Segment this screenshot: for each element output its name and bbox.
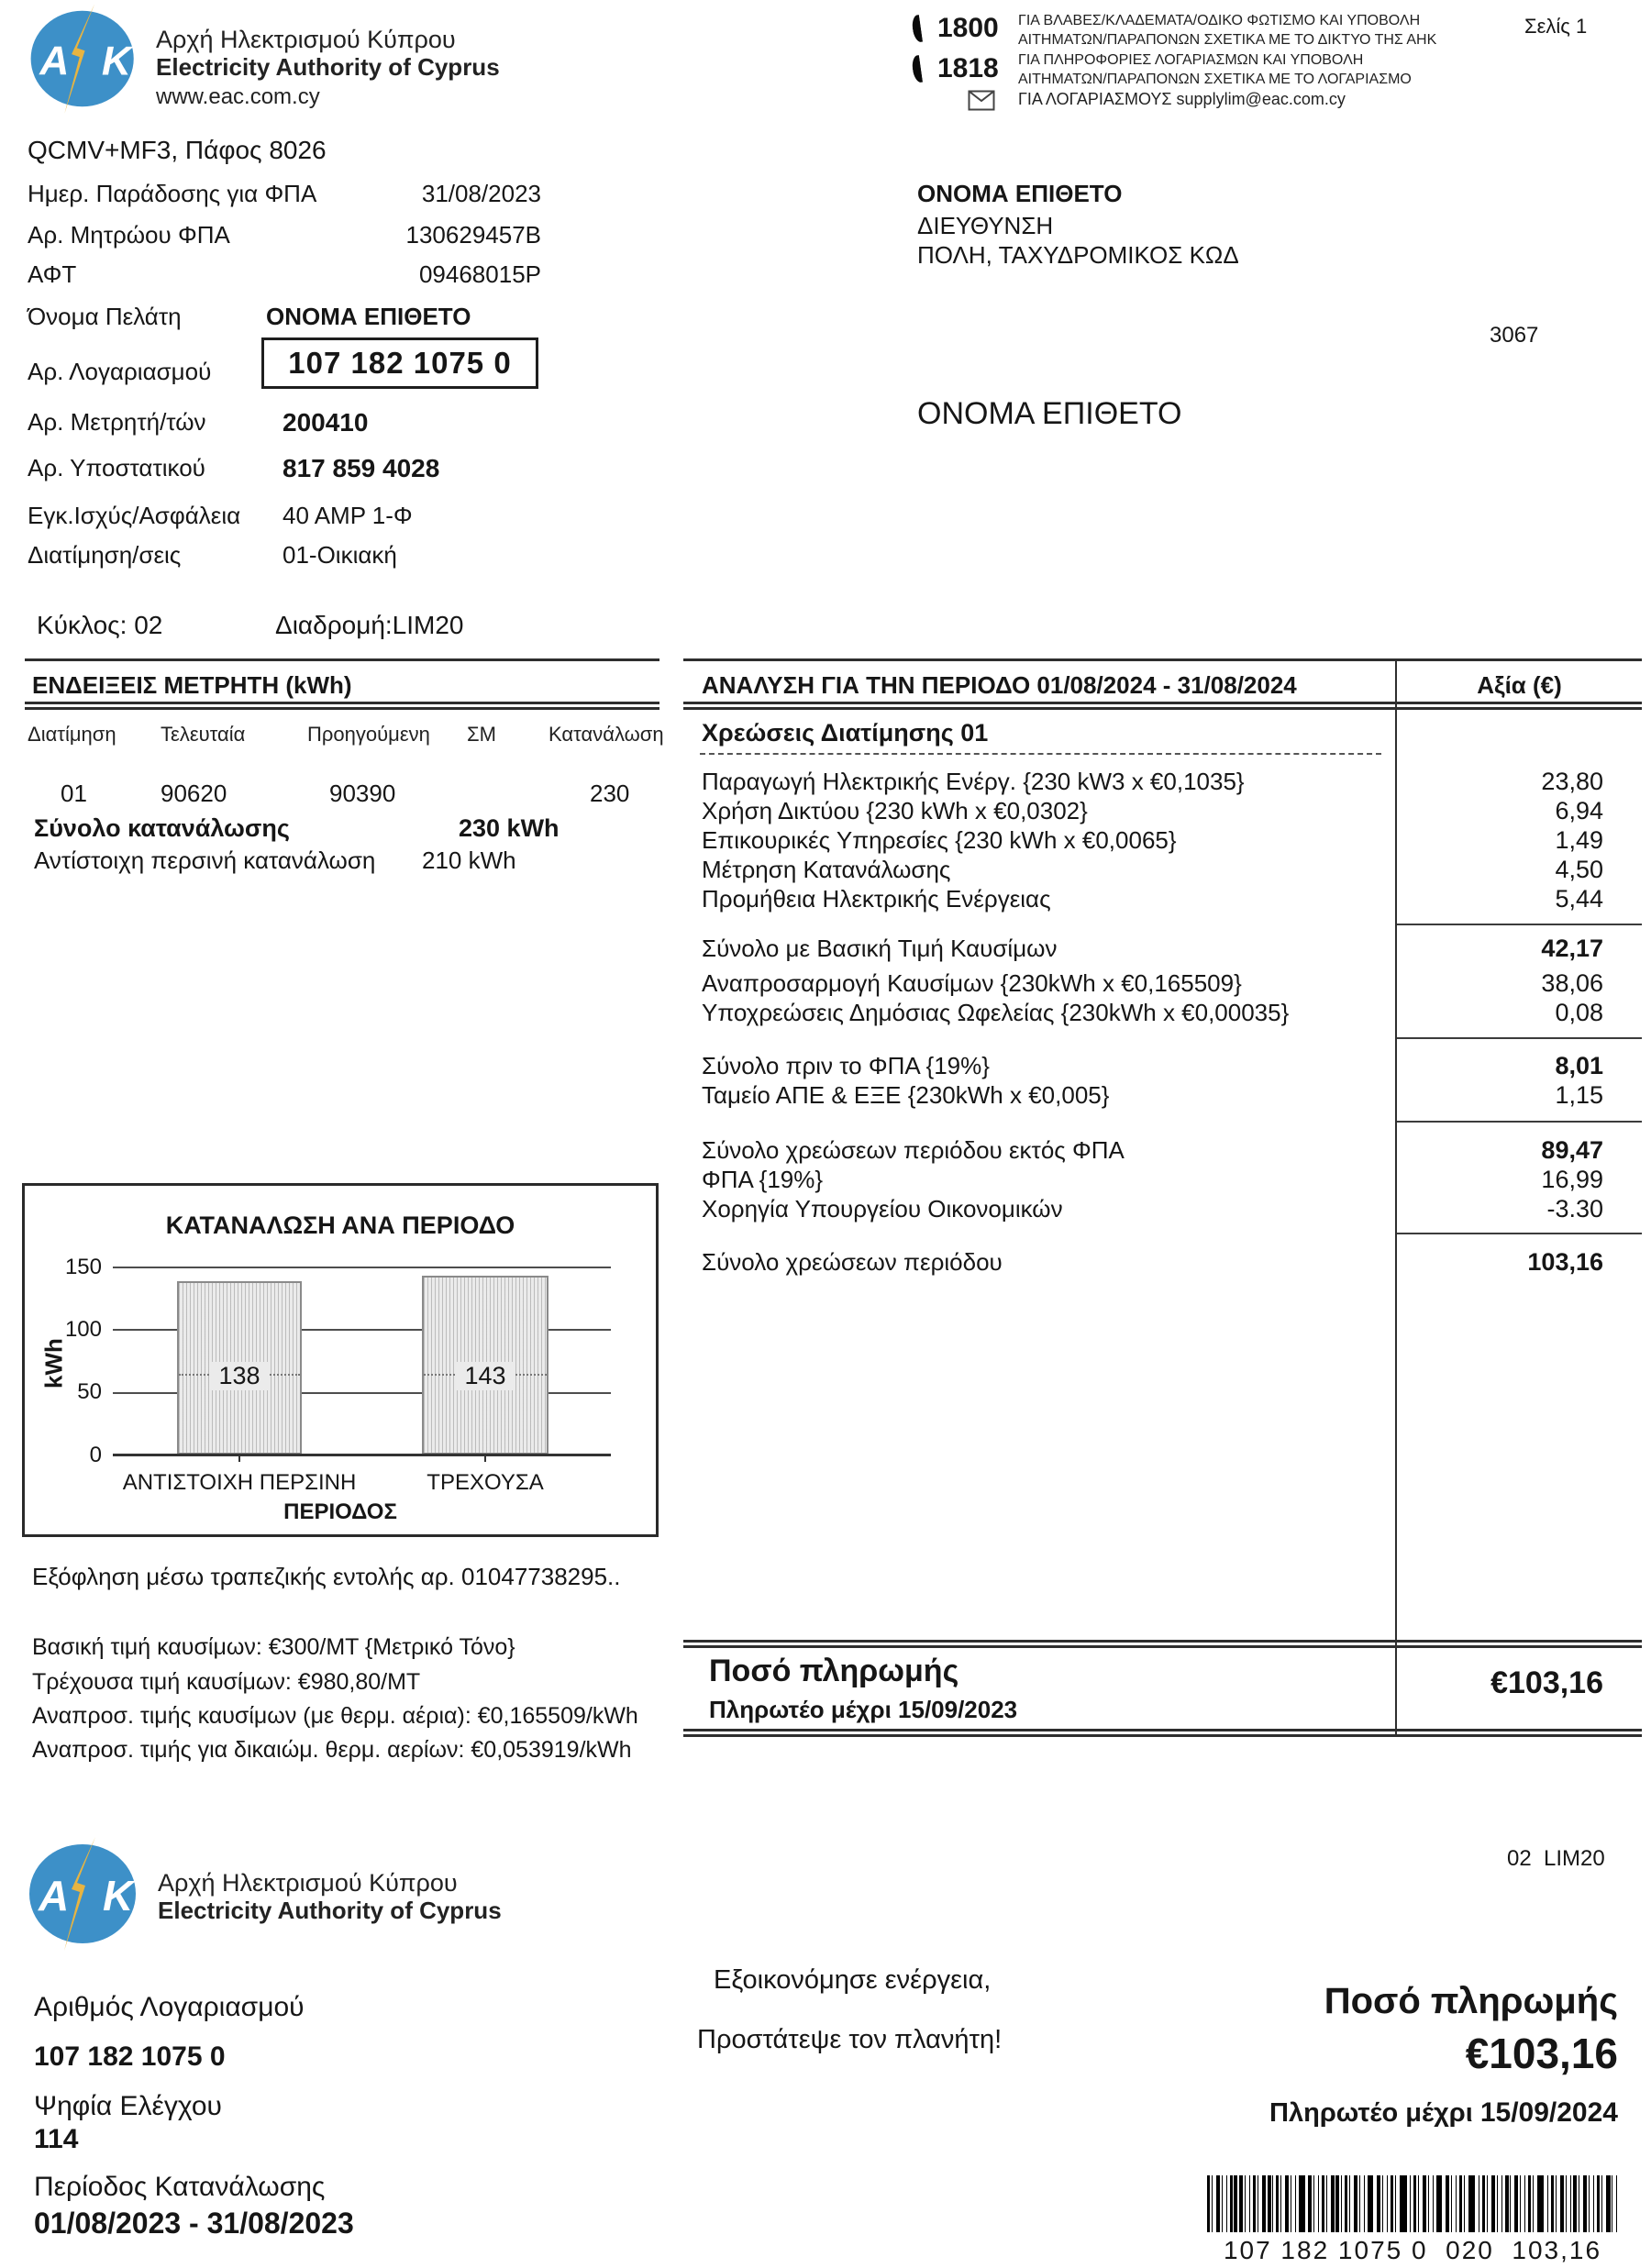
charge-row xyxy=(702,798,1642,824)
charge-label: Χορηγία Υπουργείου Οικονομικών xyxy=(702,1195,1063,1223)
xlabel-current: ΤΡΕΧΟΥΣΑ xyxy=(427,1470,544,1495)
meter-number-label: Αρ. Μετρητή/τών xyxy=(28,408,206,436)
footer-check-value: 114 xyxy=(34,2124,79,2154)
premise-number-value: 817 859 4028 xyxy=(283,454,440,482)
charge-row xyxy=(702,1000,1642,1025)
charge-value: 0,08 xyxy=(1555,999,1603,1026)
email-contact-line[interactable]: ΓΙΑ ΛΟΓΑΡΙΑΣΜΟΥΣ supplylim@eac.com.cy xyxy=(1018,90,1346,108)
meter-col-tariff: Διατίμηση xyxy=(28,723,116,746)
charge-row xyxy=(702,857,1642,882)
postal-code: 3067 xyxy=(1490,323,1539,348)
value-header: Αξία (€) xyxy=(1477,671,1562,699)
footer-check-label: Ψηφία Ελέγχου xyxy=(34,2091,222,2121)
charge-label: Σύνολο χρεώσεων περιόδου εκτός ΦΠΑ xyxy=(702,1136,1125,1164)
meter-lastyear-value: 210 kWh xyxy=(422,846,516,874)
tariff-label: Διατίμηση/σεις xyxy=(28,541,182,569)
charge-label: Επικουρικές Υπηρεσίες {230 kWh x €0,0065} xyxy=(702,826,1177,854)
charge-label: Υποχρεώσεις Δημόσιας Ωφελείας {230kWh x €0,00035} xyxy=(702,999,1290,1026)
logo-letter-k: K xyxy=(101,39,132,84)
eco-message-2: Προστάτεψε τον πλανήτη! xyxy=(697,2025,1003,2054)
phone-1818-desc-1: ΓΙΑ ΠΛΗΡΟΦΟΡΙΕΣ ΛΟΓΑΡΙΑΣΜΩΝ ΚΑΙ ΥΠΟΒΟΛΗ xyxy=(1018,52,1364,68)
route-label: Διαδρομή:LIM20 xyxy=(275,611,464,639)
payment-amount: €103,16 xyxy=(1490,1665,1603,1700)
eac-logo xyxy=(20,3,153,115)
charge-label: Σύνολο με Βασική Τιμή Καυσίμων xyxy=(702,935,1058,962)
charge-value: 16,99 xyxy=(1541,1166,1603,1193)
recipient-name-large: ΟΝΟΜΑ ΕΠΙΘΕΤΟ xyxy=(917,396,1182,431)
bar-last-year xyxy=(177,1281,302,1455)
meter-lastyear-label: Αντίστοιχη περσινή κατανάλωση xyxy=(34,846,376,874)
charge-label: ΦΠΑ {19%} xyxy=(702,1166,824,1193)
bar-value-label: 143 xyxy=(455,1362,515,1390)
payment-bottom-rule xyxy=(683,1729,1642,1737)
payment-title: Ποσό πληρωμής xyxy=(709,1654,959,1688)
customer-name-label: Όνομα Πελάτη xyxy=(28,303,182,330)
stub-due xyxy=(1207,2097,1618,2129)
eco-message-1: Εξοικονόμησε ενέργεια, xyxy=(714,1965,992,1995)
tariff-value: 01-Οικιακή xyxy=(283,541,397,569)
meter-cell-tariff: 01 xyxy=(61,780,87,807)
payment-due: Πληρωτέο μέχρι 15/09/2023 xyxy=(709,1696,1018,1723)
meter-top-rule xyxy=(25,658,659,661)
charge-row xyxy=(702,1167,1642,1192)
chart-ylabel: kWh xyxy=(39,1338,68,1388)
charge-label: Χρήση Δικτύου {230 kWh x €0,0302} xyxy=(702,797,1088,824)
stub-due-label: Πληρωτέο μέχρι xyxy=(1269,2098,1473,2128)
chart-xaxis-title: ΠΕΡΙΟΔΟΣ xyxy=(283,1499,397,1524)
xlabel-last-year: ΑΝΤΙΣΤΟΙΧΗ ΠΕΡΣΙΝΗ xyxy=(122,1470,357,1495)
charge-value: 89,47 xyxy=(1541,1136,1603,1164)
meter-readings-panel xyxy=(25,658,664,874)
barcode xyxy=(1207,2175,1618,2232)
charges-section-title: Χρεώσεις Διατίμησης 01 xyxy=(702,719,989,747)
vat-reg-row xyxy=(28,221,541,249)
charge-row xyxy=(702,886,1642,912)
barcode-text: 107 182 1075 0 020 103,16 xyxy=(1223,2236,1602,2264)
charge-label: Σύνολο χρεώσεων περιόδου xyxy=(702,1248,1003,1276)
address-name: ΟΝΟΜΑ ΕΠΙΘΕΤΟ xyxy=(917,180,1123,207)
subtotal-rule xyxy=(1397,1233,1642,1234)
ytick-50: 50 xyxy=(77,1379,102,1404)
charge-value: 4,50 xyxy=(1555,856,1603,883)
fuel-note-4: Αναπροσ. τιμής για δικαιώμ. θερμ. αερίων: €0,053919/kWh xyxy=(32,1737,632,1763)
charge-value: 8,01 xyxy=(1555,1052,1603,1079)
charge-label: Ταμείο ΑΠΕ & ΕΞΕ {230kWh x €0,005} xyxy=(702,1081,1110,1109)
period-total-row xyxy=(702,1249,1642,1275)
address-line2: ΔΙΕΥΘΥΝΣΗ xyxy=(917,212,1054,239)
charge-label: Μέτρηση Κατανάλωσης xyxy=(702,856,951,883)
meter-total-label: Σύνολο κατανάλωσης xyxy=(34,814,290,842)
charge-value: 6,94 xyxy=(1555,797,1603,824)
ytick-100: 100 xyxy=(64,1317,102,1342)
charge-label: Παραγωγή Ηλεκτρικής Ενέργ. {230 kW3 x €0,1035} xyxy=(702,768,1245,795)
tariff-row xyxy=(28,541,541,570)
phone-1800-desc-1: ΓΙΑ ΒΛΑΒΕΣ/ΚΛΑΔΕΜΑΤΑ/ΟΔΙΚΟ ΦΩΤΙΣΜΟ ΚΑΙ ΥΠΟΒΟΛΗ xyxy=(1018,13,1421,28)
account-number-label: Αρ. Λογαριασμού xyxy=(28,358,212,385)
footer-period-value: 01/08/2023 - 31/08/2023 xyxy=(34,2207,354,2240)
vat-date-row xyxy=(28,180,541,208)
phone-icon-1800 xyxy=(913,15,926,47)
meter-cell-previous: 90390 xyxy=(329,780,396,807)
meter-col-sm: ΣΜ xyxy=(467,723,496,746)
premise-number-row xyxy=(28,454,541,483)
fuel-note-2: Τρέχουσα τιμή καυσίμων: €980,80/ΜΤ xyxy=(32,1669,421,1695)
meter-col-last: Τελευταία xyxy=(161,723,246,746)
x-axis-line xyxy=(113,1454,611,1456)
eac-logo-footer xyxy=(18,1836,156,1952)
envelope-icon xyxy=(968,90,995,116)
charge-row xyxy=(702,970,1642,996)
account-number-box: 107 182 1075 0 xyxy=(261,337,538,389)
cycle-label: Κύκλος: 02 xyxy=(37,611,163,639)
page-number: Σελίς 1 xyxy=(1524,15,1588,38)
footer-org-english: Electricity Authority of Cyprus xyxy=(158,1897,502,1924)
bank-order-note: Εξόφληση μέσω τραπεζικής εντολής αρ. 01047738295.. xyxy=(32,1563,621,1590)
meter-number-value: 200410 xyxy=(283,408,369,437)
fuel-note-1: Βασική τιμή καυσίμων: €300/ΜΤ {Μετρικό Τόνο} xyxy=(32,1634,515,1660)
xtick-mark xyxy=(238,1455,240,1462)
customer-name-row xyxy=(28,303,541,331)
org-name-greek: Αρχή Ηλεκτρισμού Κύπρου xyxy=(156,26,456,53)
charge-row xyxy=(702,827,1642,853)
phone-1818-desc-2: ΑΙΤΗΜΑΤΩΝ/ΠΑΡΑΠΟΝΩΝ ΣΧΕΤΙΚΑ ΜΕ ΤΟ ΛΟΓΑΡΙΑΣΜΟ xyxy=(1018,72,1412,87)
premise-number-label: Αρ. Υποστατικού xyxy=(28,454,205,481)
charge-label: Σύνολο πριν το ΦΠΑ {19%} xyxy=(702,1052,990,1079)
charge-value: 5,44 xyxy=(1555,885,1603,913)
charge-value: 1,15 xyxy=(1555,1081,1603,1109)
logo-letter-k: K xyxy=(103,1872,134,1920)
meter-total-value: 230 kWh xyxy=(459,814,560,842)
vat-date-label: Ημερ. Παράδοσης για ΦΠΑ xyxy=(28,180,317,207)
vat-reg-value: 130629457B xyxy=(405,221,541,249)
footer-org-greek: Αρχή Ηλεκτρισμού Κύπρου xyxy=(158,1869,458,1897)
meter-title: ΕΝΔΕΙΞΕΙΣ ΜΕΤΡΗΤΗ (kWh) xyxy=(32,671,352,699)
subtotal-row xyxy=(702,935,1642,961)
meter-col-previous: Προηγούμενη xyxy=(307,723,430,746)
charge-value: 103,16 xyxy=(1527,1248,1603,1276)
capacity-label: Εγκ.Ισχύς/Ασφάλεια xyxy=(28,502,241,529)
subtotal-rule xyxy=(1397,1121,1642,1123)
meter-cell-last: 90620 xyxy=(161,780,227,807)
charge-label: Αναπροσαρμογή Καυσίμων {230kWh x €0,165509} xyxy=(702,969,1242,997)
section-underline xyxy=(700,753,1381,755)
meter-number-row xyxy=(28,408,541,437)
logo-letter-a: A xyxy=(39,39,70,84)
subtotal-row xyxy=(702,1053,1642,1079)
charge-row xyxy=(702,1196,1642,1222)
aft-row xyxy=(28,260,541,289)
stub-payment-title: Ποσό πληρωμής xyxy=(1324,1981,1618,2021)
logo-letter-a: A xyxy=(39,1872,70,1920)
eac-logo-graphic xyxy=(18,1836,156,1952)
stub-due-date: 15/09/2024 xyxy=(1479,2097,1618,2128)
bar-value-label: 138 xyxy=(209,1362,269,1390)
subtotal-rule xyxy=(1397,924,1642,925)
analysis-header-rule xyxy=(683,702,1642,710)
address-line3: ΠΟΛΗ, ΤΑΧΥΔΡΟΜΙΚΟΣ ΚΩΔ xyxy=(917,241,1239,269)
footer-account-value: 107 182 1075 0 xyxy=(34,2041,226,2072)
aft-value: 09468015P xyxy=(418,260,541,288)
charge-value: 38,06 xyxy=(1541,969,1603,997)
subtotal-row xyxy=(702,1137,1642,1163)
phone-number-1818: 1818 xyxy=(937,53,999,83)
charge-row xyxy=(702,1082,1642,1108)
aft-label: ΑΦΤ xyxy=(28,260,77,288)
payment-top-rule xyxy=(683,1640,1642,1648)
vat-reg-label: Αρ. Μητρώου ΦΠΑ xyxy=(28,221,230,249)
chart-title: ΚΑΤΑΝΑΛΩΣΗ ΑΝΑ ΠΕΡΙΟΔΟ xyxy=(165,1211,515,1239)
org-website[interactable]: www.eac.com.cy xyxy=(156,84,320,109)
charge-row xyxy=(702,769,1642,794)
eac-logo-graphic xyxy=(20,3,153,115)
charge-value: 1,49 xyxy=(1555,826,1603,854)
ytick-0: 0 xyxy=(89,1443,102,1467)
stub-payment-amount: €103,16 xyxy=(1465,2030,1618,2077)
bar-current xyxy=(422,1276,548,1455)
analysis-title: ΑΝΑΛΥΣΗ ΓΙΑ ΤΗΝ ΠΕΡΙΟΔΟ 01/08/2024 - 31/08/2024 xyxy=(702,671,1297,699)
footer-account-label: Αριθμός Λογαριασμού xyxy=(34,1992,305,2022)
ytick-150: 150 xyxy=(64,1255,102,1279)
meter-header-rule xyxy=(25,702,659,710)
charge-label: Προμήθεια Ηλεκτρικής Ενέργειας xyxy=(702,885,1051,913)
consumption-chart xyxy=(22,1183,659,1537)
xtick-mark xyxy=(484,1455,486,1462)
charge-value: 23,80 xyxy=(1541,768,1603,795)
meter-col-consumption: Κατανάλωση xyxy=(548,723,664,746)
customer-name-value: ΟΝΟΜΑ ΕΠΙΘΕΤΟ xyxy=(266,303,471,330)
capacity-row xyxy=(28,502,541,530)
phone-1800-desc-2: ΑΙΤΗΜΑΤΩΝ/ΠΑΡΑΠΟΝΩΝ ΣΧΕΤΙΚΑ ΜΕ ΤΟ ΔΙΚΤΥΟ ΤΗΣ ΑΗΚ xyxy=(1018,32,1437,48)
analysis-top-rule xyxy=(683,658,1642,661)
footer-cycle-route: 02 LIM20 xyxy=(1507,1846,1605,1871)
location-plus-code: QCMV+MF3, Πάφος 8026 xyxy=(28,136,327,164)
capacity-value: 40 AMP 1-Φ xyxy=(283,502,413,529)
gridline-150 xyxy=(113,1267,611,1268)
vat-date-value: 31/08/2023 xyxy=(421,180,541,207)
subtotal-rule xyxy=(1397,1037,1642,1039)
phone-icon-1818 xyxy=(913,55,926,87)
footer-period-label: Περίοδος Κατανάλωσης xyxy=(34,2172,326,2202)
charges-panel xyxy=(683,658,1642,1737)
charge-value: -3.30 xyxy=(1546,1195,1603,1223)
charge-value: 42,17 xyxy=(1541,935,1603,962)
org-name-english: Electricity Authority of Cyprus xyxy=(156,53,500,81)
fuel-note-3: Αναπροσ. τιμής καυσίμων (με θερμ. αέρια): €0,165509/kWh xyxy=(32,1703,638,1729)
meter-cell-consumption: 230 xyxy=(590,780,630,807)
chart-plot-area xyxy=(113,1267,611,1495)
phone-number-1800: 1800 xyxy=(937,13,999,43)
